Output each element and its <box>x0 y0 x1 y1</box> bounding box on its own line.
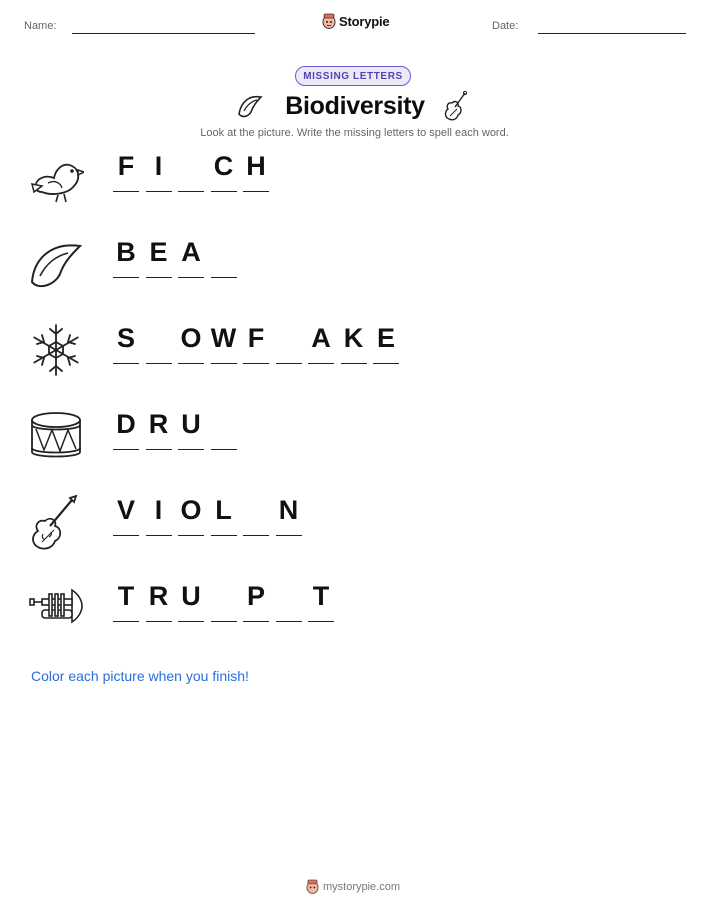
letter-slot[interactable] <box>146 322 172 366</box>
letter: H <box>246 151 266 181</box>
word-row-violin <box>0 494 709 574</box>
write-line <box>276 535 302 536</box>
write-line <box>178 363 204 364</box>
letter-slot[interactable] <box>276 494 302 538</box>
brand-logo <box>322 13 389 29</box>
write-line <box>341 363 367 364</box>
letter-slot[interactable] <box>211 580 237 624</box>
name-line[interactable] <box>72 33 255 34</box>
letter: E <box>376 323 395 353</box>
write-line <box>178 621 204 622</box>
bird-icon <box>28 150 84 206</box>
date-line[interactable] <box>538 33 686 34</box>
drum-icon <box>28 408 84 464</box>
worksheet-tag: MISSING LETTERS <box>295 66 411 86</box>
letter: N <box>278 495 299 525</box>
write-line <box>211 191 237 192</box>
letter: O <box>180 323 202 353</box>
letter-slot[interactable] <box>243 150 269 194</box>
snowflake-icon <box>28 322 84 378</box>
write-line <box>113 191 139 192</box>
date-label: Date: <box>492 20 519 32</box>
letter-slot[interactable] <box>211 150 237 194</box>
word-row-snowflake <box>0 322 709 402</box>
page-title: Biodiversity <box>285 92 425 120</box>
write-line <box>113 363 139 364</box>
letter: O <box>180 495 202 525</box>
word-row-beak <box>0 236 709 316</box>
letter: C <box>213 151 234 181</box>
letter-slot[interactable] <box>211 322 237 366</box>
letter: U <box>181 581 201 611</box>
write-line <box>146 535 172 536</box>
letter: P <box>246 581 265 611</box>
write-line <box>146 277 172 278</box>
letter: I <box>154 151 163 181</box>
trumpet-icon <box>28 580 84 636</box>
letter-slot[interactable] <box>178 580 204 624</box>
letter: F <box>117 151 135 181</box>
write-line <box>113 277 139 278</box>
letter-slot[interactable] <box>178 322 204 366</box>
storypie-mascot-icon <box>306 879 319 894</box>
write-line <box>243 191 269 192</box>
letter-slot[interactable] <box>276 322 302 366</box>
letter-slot[interactable] <box>341 322 367 366</box>
brand-name: Storypie <box>339 13 390 29</box>
write-line <box>146 621 172 622</box>
letter: V <box>116 495 135 525</box>
letter-slot[interactable] <box>113 150 139 194</box>
letter-slot[interactable] <box>146 408 172 452</box>
write-line <box>146 191 172 192</box>
write-line <box>211 621 237 622</box>
toucan-beak-icon <box>28 236 84 292</box>
letter-slot[interactable] <box>243 322 269 366</box>
write-line <box>276 363 302 364</box>
word-row-trumpet <box>0 580 709 660</box>
write-line <box>178 535 204 536</box>
footer-brand <box>306 879 400 894</box>
letter-slot[interactable] <box>243 494 269 538</box>
letter: E <box>149 237 168 267</box>
write-line <box>276 621 302 622</box>
write-line <box>113 449 139 450</box>
letter-slot[interactable] <box>211 494 237 538</box>
letter-slot[interactable] <box>211 236 237 280</box>
color-instruction: Color each picture when you finish! <box>31 668 249 684</box>
write-line <box>243 621 269 622</box>
letter: W <box>210 323 237 353</box>
letter: L <box>215 495 232 525</box>
letter-slot[interactable] <box>146 580 172 624</box>
write-line <box>243 363 269 364</box>
name-label: Name: <box>24 20 57 32</box>
violin-icon <box>28 494 84 550</box>
write-line <box>373 363 399 364</box>
letter: R <box>148 409 169 439</box>
write-line <box>178 277 204 278</box>
letter-slot[interactable] <box>146 236 172 280</box>
letter: T <box>117 581 135 611</box>
write-line <box>146 449 172 450</box>
word-row-drum <box>0 408 709 488</box>
word-row-finch <box>0 150 709 230</box>
letter: R <box>148 581 169 611</box>
write-line <box>308 621 334 622</box>
letter: F <box>247 323 265 353</box>
letter-slot[interactable] <box>113 408 139 452</box>
letter: D <box>116 409 136 439</box>
write-line <box>178 191 204 192</box>
letter-slot[interactable] <box>178 150 204 194</box>
letter: U <box>181 409 201 439</box>
write-line <box>211 535 237 536</box>
letter-slot[interactable] <box>373 322 399 366</box>
letter-slot[interactable] <box>308 322 334 366</box>
footer-site: mystorypie.com <box>323 880 401 893</box>
letter-slot[interactable] <box>113 236 139 280</box>
letter-slot[interactable] <box>211 408 237 452</box>
letter: A <box>311 323 331 353</box>
write-line <box>211 277 237 278</box>
toucan-beak-icon <box>235 92 265 120</box>
letter-slot[interactable] <box>146 150 172 194</box>
write-line <box>243 535 269 536</box>
letter: B <box>116 237 136 267</box>
write-line <box>308 363 334 364</box>
letter-slot[interactable] <box>113 322 139 366</box>
write-line <box>113 535 139 536</box>
write-line <box>211 363 237 364</box>
write-line <box>178 449 204 450</box>
letter-slot[interactable] <box>178 494 204 538</box>
write-line <box>211 449 237 450</box>
letter: S <box>116 323 135 353</box>
letter-slot[interactable] <box>113 494 139 538</box>
letter: T <box>312 581 330 611</box>
letter: K <box>343 323 364 353</box>
letter-slot[interactable] <box>276 580 302 624</box>
letter-slot[interactable] <box>178 408 204 452</box>
storypie-mascot-icon <box>322 13 336 29</box>
violin-icon <box>441 89 469 123</box>
letter-slot[interactable] <box>308 580 334 624</box>
instructions: Look at the picture. Write the missing letters to spell each word. <box>200 127 509 139</box>
letter-slot[interactable] <box>243 580 269 624</box>
write-line <box>146 363 172 364</box>
letter: A <box>181 237 201 267</box>
letter-slot[interactable] <box>178 236 204 280</box>
letter-slot[interactable] <box>113 580 139 624</box>
letter-slot[interactable] <box>146 494 172 538</box>
letter: I <box>154 495 163 525</box>
write-line <box>113 621 139 622</box>
